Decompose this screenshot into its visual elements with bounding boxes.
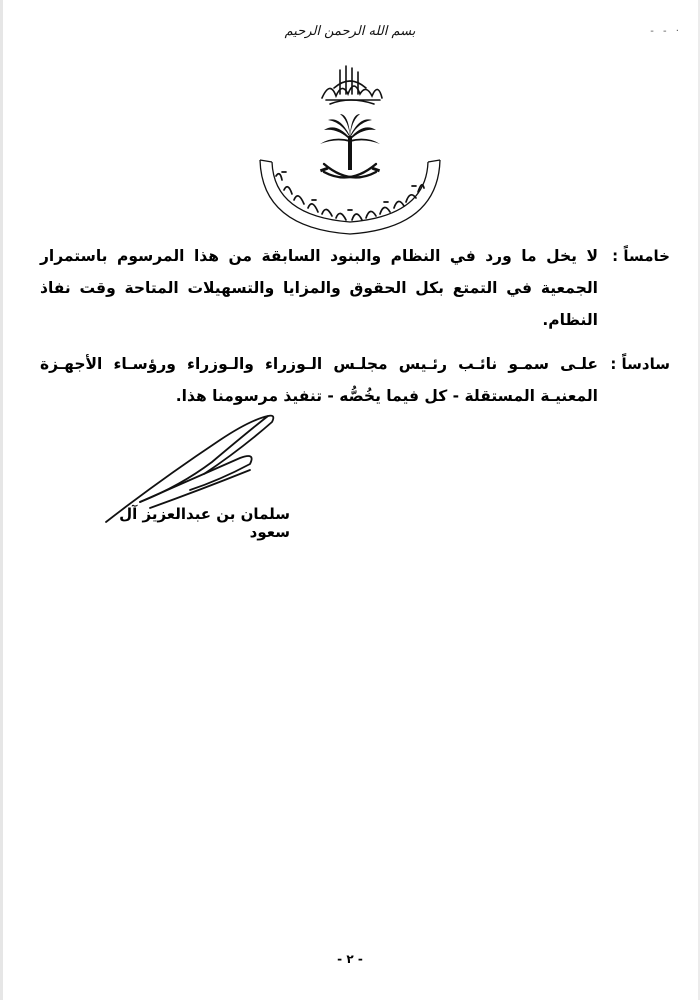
decree-body xyxy=(40,240,670,424)
clause-fifth xyxy=(40,240,670,336)
basmala: بسم الله الرحمن الرحيم xyxy=(284,24,416,39)
scan-edge-left xyxy=(0,0,3,1000)
page-number: - ٢ - xyxy=(337,952,363,966)
signer-name: سلمان بن عبدالعزيز آل سعود xyxy=(119,505,290,541)
kingdom-name-seal xyxy=(252,150,448,238)
corner-mark: - - · xyxy=(650,26,682,37)
tawhid-calligraphy-icon xyxy=(300,60,400,108)
clause-text: علـى سمـو نائـب رئـيس مجلـس الـوزراء والـوزراء ورؤسـاء الأجهـزة المعنيـة المستقلة - كل فيما يخُصُّه - تنفيذ مرسومنا هذا. xyxy=(40,355,598,405)
clause-label: سادساً : xyxy=(610,355,670,373)
clause-label: خامساً : xyxy=(612,247,670,265)
clause-text: لا يخل ما ورد في النظام والبنود السابقة من هذا المرسوم باستمرار الجمعية في التمتع بكل الحقوق والمزايا والتسهيلات المتاحة وقت نفاذ النظام. xyxy=(40,247,598,329)
clause-sixth xyxy=(40,348,670,412)
